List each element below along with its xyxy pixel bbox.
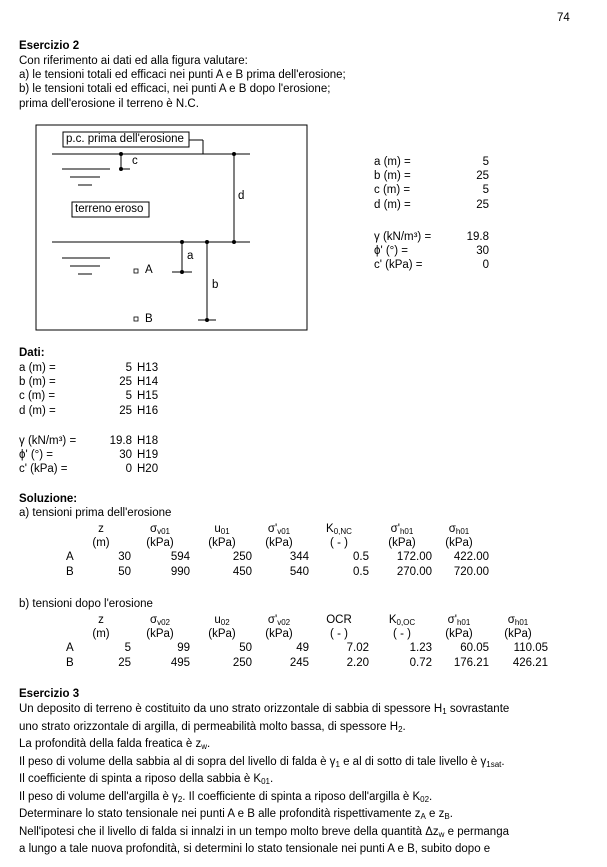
table-cell: 99 xyxy=(177,642,190,655)
table-header: $\sigma'_{v01}$ xyxy=(267,523,291,536)
dati-value: 5 xyxy=(125,362,132,374)
table-unit: (kPa) xyxy=(146,628,174,641)
table-header: $\sigma'_{h01}$ xyxy=(390,523,414,536)
table-unit: ( - ) xyxy=(393,628,411,641)
dati-label: d (m) = xyxy=(19,404,56,417)
table-unit: (kPa) xyxy=(208,537,236,550)
table-header: $u_{02}$ xyxy=(214,614,230,627)
table-cell: 49 xyxy=(296,642,309,655)
figure-label-c: c xyxy=(132,155,138,167)
side-value: 25 xyxy=(476,170,489,183)
figure-label-b: b xyxy=(212,279,219,291)
dati-ref: H19 xyxy=(137,449,159,462)
table-unit: (kPa) xyxy=(445,628,473,641)
side-table-values-2 xyxy=(440,230,489,273)
soluzione-b-title: b) tensioni dopo l'erosione xyxy=(19,598,153,610)
dati-ref: H18 xyxy=(137,435,159,447)
table-cell: 172.00 xyxy=(396,551,432,564)
dati-ref: H20 xyxy=(137,463,159,476)
table-header: $\sigma_{v01}$ xyxy=(149,523,170,536)
side-table-labels xyxy=(374,155,411,212)
ex2-line: b) le tensioni totali ed efficaci, nei punti A e B dopo l'erosione; xyxy=(19,83,331,96)
dati-value: 0 xyxy=(125,463,132,476)
table-cell: 422.00 xyxy=(453,551,489,564)
ex3-line: Il coefficiente di spinta a riposo della sabbia è $K_{01}$. xyxy=(19,773,274,786)
table-cell: 495 xyxy=(170,656,190,669)
table-header: $\sigma_{v02}$ xyxy=(149,614,170,627)
side-label: b (m) = xyxy=(374,170,411,183)
table-cell: 990 xyxy=(170,565,190,578)
table-cell: 270.00 xyxy=(396,565,432,578)
table-cell: 2.20 xyxy=(346,656,369,669)
table-cell: 60.05 xyxy=(460,642,489,655)
table-unit: ( - ) xyxy=(330,537,348,550)
table-cell: 250 xyxy=(232,656,252,669)
side-value: 19.8 xyxy=(466,231,489,243)
table-cell: 110.05 xyxy=(513,642,548,655)
table-unit: (kPa) xyxy=(504,628,532,641)
figure-point-a: A xyxy=(145,264,153,276)
table-row-point: A xyxy=(66,551,74,564)
table-cell: 344 xyxy=(289,551,309,564)
table-row-point: B xyxy=(66,656,74,669)
figure-label-terreno: terreno eroso xyxy=(75,203,144,215)
table-cell: 0.72 xyxy=(409,656,432,669)
side-table-labels-2 xyxy=(374,230,431,273)
soluzione-title: Soluzione: xyxy=(19,493,78,505)
side-label: c' (kPa) = xyxy=(374,259,423,272)
dati-value: 25 xyxy=(119,404,132,417)
dati-ref: H15 xyxy=(137,390,159,403)
table-unit: (kPa) xyxy=(265,628,293,641)
table-cell: 250 xyxy=(232,551,252,564)
ex3-line: Nell'ipotesi che il livello di falda si innalzi in un tempo molto breve della quantità $\Delta z_w$ e permanga xyxy=(19,825,509,839)
dati-value: 19.8 xyxy=(109,435,132,447)
exercise-3-title: Esercizio 3 xyxy=(19,688,80,700)
figure-label-d: d xyxy=(238,190,245,202)
table-cell: 50 xyxy=(239,642,252,655)
page-number: 74 xyxy=(557,12,570,24)
side-table-values xyxy=(440,155,489,212)
table-cell: 0.5 xyxy=(353,551,369,564)
table-cell: 7.02 xyxy=(346,642,369,655)
side-label: c (m) = xyxy=(374,184,411,197)
table-header: $u_{01}$ xyxy=(214,523,230,536)
ex2-line: prima dell'erosione il terreno è N.C. xyxy=(19,97,199,110)
table-cell: 540 xyxy=(289,565,309,578)
dati-values-2 xyxy=(100,434,132,477)
side-value: 25 xyxy=(476,198,489,211)
table-cell: 50 xyxy=(118,565,131,578)
table-header: $\sigma'_{v02}$ xyxy=(267,614,291,627)
ex3-line: Il peso di volume dell'argilla è $\gamma_2$. Il coefficiente di spinta a riposo dell'argilla è $K_{02}$. xyxy=(19,790,433,804)
table-header: $\sigma'_{h01}$ xyxy=(447,614,471,627)
dati-label: a (m) = xyxy=(19,362,56,374)
dati-value: 30 xyxy=(119,449,132,462)
soluzione-a-title: a) tensioni prima dell'erosione xyxy=(19,507,172,519)
dati-label: b (m) = xyxy=(19,376,56,389)
exercise-3-text xyxy=(19,701,509,859)
dati-values xyxy=(100,361,132,418)
table-row-point: B xyxy=(66,565,74,578)
table-unit: (kPa) xyxy=(265,537,293,550)
table-header: $\sigma_{h01}$ xyxy=(448,523,470,536)
ex2-line: Con riferimento ai dati ed alla figura valutare: xyxy=(19,55,248,67)
figure-label-pc: p.c. prima dell'erosione xyxy=(66,133,184,145)
dati-title: Dati: xyxy=(19,347,45,359)
dati-labels xyxy=(19,361,56,418)
side-label: ϕ' (°) = xyxy=(374,245,409,258)
figure-point-b: B xyxy=(145,313,153,325)
side-label: γ (kN/m³) = xyxy=(374,231,432,243)
dati-labels-2 xyxy=(19,434,76,477)
table-header: OCR xyxy=(326,614,352,626)
side-value: 30 xyxy=(476,245,489,258)
side-label: d (m) = xyxy=(374,198,411,211)
ex2-line: a) le tensioni totali ed efficaci nei punti A e B prima dell'erosione; xyxy=(19,69,346,82)
side-value: 5 xyxy=(482,184,489,197)
dati-refs xyxy=(137,361,158,418)
table-cell: 1.23 xyxy=(409,642,432,655)
table-cell: 5 xyxy=(124,642,131,655)
dati-refs-2 xyxy=(137,434,158,477)
side-value: 0 xyxy=(482,259,489,272)
dati-value: 5 xyxy=(125,390,132,403)
table-unit: ( - ) xyxy=(330,628,348,641)
table-cell: 0.5 xyxy=(353,565,369,578)
ex3-line: Il peso di volume della sabbia al di sopra del livello di falda è $\gamma_1$ e al di sotto di tale livello è $\gamma_{1sat}$. xyxy=(19,755,505,769)
table-unit: (kPa) xyxy=(388,537,416,550)
table-row-point: A xyxy=(66,642,74,655)
dati-ref: H16 xyxy=(137,404,159,417)
ex3-line: a lungo a tale nuova profondità, si determini lo stato tensionale nei punti A e B, subito dopo e xyxy=(19,843,491,855)
ex3-line: Determinare lo stato tensionale nei punti A e B alle profondità rispettivamente $z_A$ e $z_B$. xyxy=(19,808,453,821)
side-value: 5 xyxy=(482,156,489,168)
exercise-2-title: Esercizio 2 xyxy=(19,40,80,52)
table-cell: 720.00 xyxy=(453,565,489,578)
table-unit: (kPa) xyxy=(146,537,174,550)
dati-ref: H14 xyxy=(137,376,159,389)
table-header: $K_{0,NC}$ xyxy=(326,523,352,536)
dati-value: 25 xyxy=(119,376,132,389)
point-b-marker xyxy=(134,317,138,321)
table-cell: 30 xyxy=(118,551,131,564)
ex3-line: uno strato orizzontale di argilla, di permeabilità molto bassa, di spessore $H_2$. xyxy=(19,720,406,734)
table-cell: 426.21 xyxy=(512,656,548,669)
table-cell: 25 xyxy=(118,656,131,669)
figure-label-a: a xyxy=(187,250,194,262)
table-unit: (kPa) xyxy=(445,537,473,550)
dati-label: c' (kPa) = xyxy=(19,463,68,476)
table-header: z xyxy=(98,523,104,535)
dati-ref: H13 xyxy=(137,362,159,374)
table-header: $\sigma_{h01}$ xyxy=(507,614,529,627)
ex3-line: La profondità della falda freatica è $z_w$. xyxy=(19,738,211,751)
table-unit: (kPa) xyxy=(208,628,236,641)
table-cell: 594 xyxy=(170,551,190,564)
side-label: a (m) = xyxy=(374,156,411,168)
table-unit: (m) xyxy=(92,628,110,641)
figure-frame xyxy=(36,125,307,330)
table-header: z xyxy=(98,614,104,626)
point-a-marker xyxy=(134,269,138,273)
ex3-line: Un deposito di terreno è costituito da uno strato orizzontale di sabbia di spessore $H_1$ sovrastante xyxy=(19,703,510,716)
table-cell: 450 xyxy=(232,565,252,578)
table-cell: 176.21 xyxy=(453,656,489,669)
dati-label: c (m) = xyxy=(19,390,56,403)
table-header: $K_{0,OC}$ xyxy=(388,614,416,627)
table-cell: 245 xyxy=(289,656,309,669)
dati-label: γ (kN/m³) = xyxy=(19,435,77,447)
dati-label: ϕ' (°) = xyxy=(19,449,54,462)
table-unit: (m) xyxy=(92,537,110,550)
